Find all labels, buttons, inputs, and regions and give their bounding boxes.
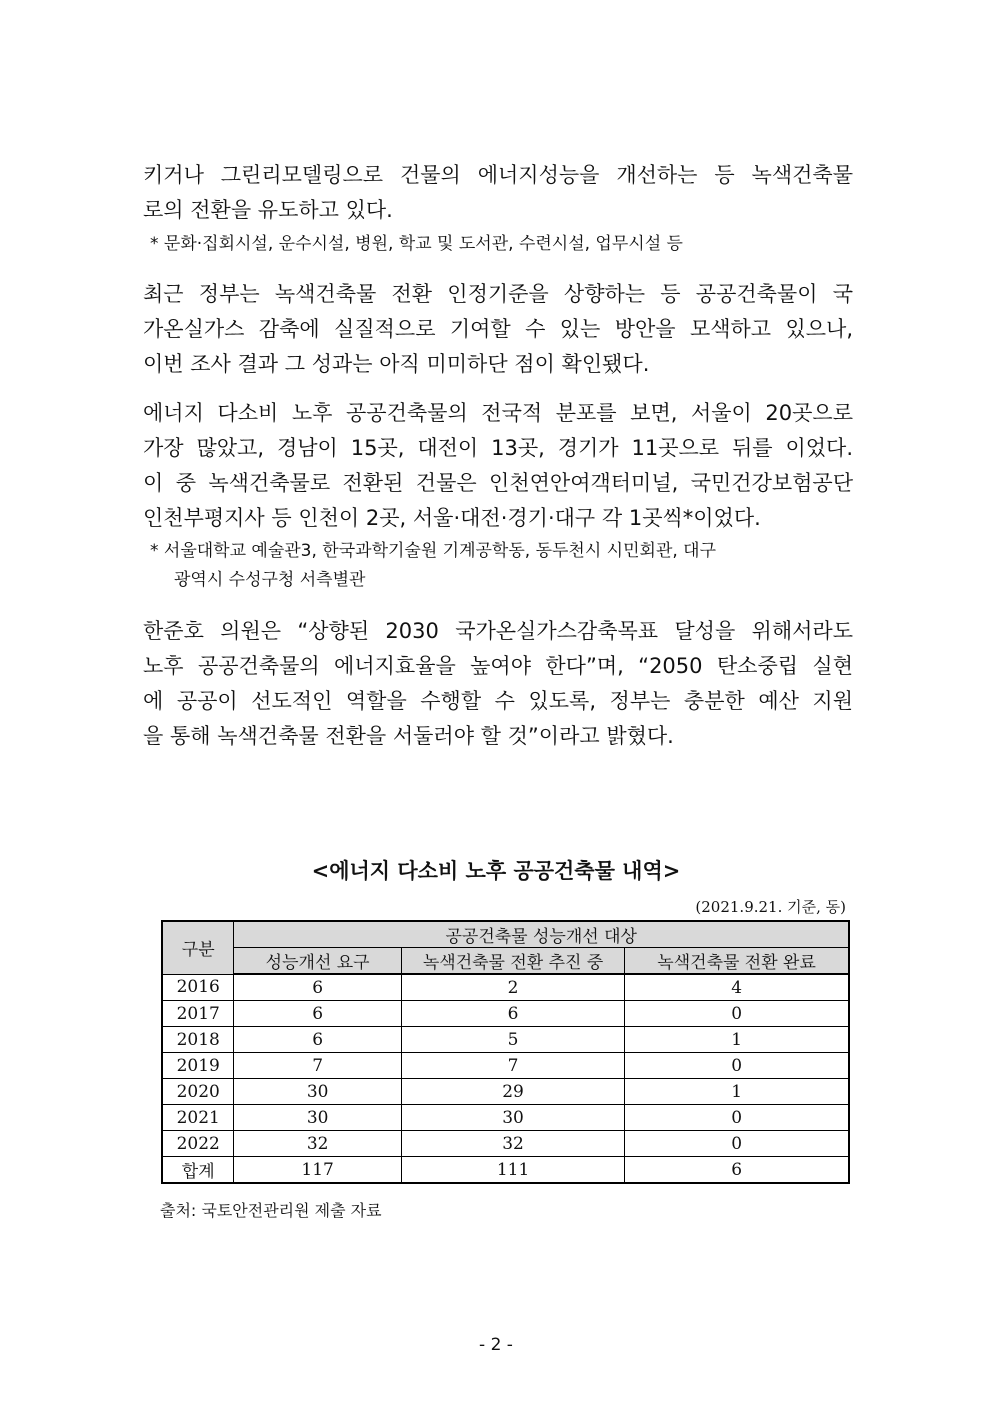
- table-cell: 29: [401, 1079, 624, 1105]
- paragraph-line: 로의 전환을 유도하고 있다.: [143, 198, 393, 222]
- header-col-in-progress: 녹색건축물 전환 추진 중: [401, 948, 624, 975]
- table-cell: 0: [625, 1053, 849, 1079]
- table-row: [162, 1053, 849, 1079]
- row-label: 2016: [162, 974, 234, 1001]
- footnote-line: * 서울대학교 예술관3, 한국과학기술원 기계공학동, 동두천시 시민회관, 대구: [150, 541, 717, 561]
- paragraph-line: 을 통해 녹색건축물 전환을 서둘러야 할 것”이라고 밝혔다.: [143, 724, 674, 748]
- table-cell: 6: [625, 1157, 849, 1184]
- table-cell: 2: [401, 974, 624, 1001]
- table-cell: 7: [234, 1053, 402, 1079]
- page-number: - 2 -: [479, 1335, 513, 1355]
- row-label: 2022: [162, 1131, 234, 1157]
- table-cell: 32: [234, 1131, 402, 1157]
- table-cell: 4: [625, 974, 849, 1001]
- header-col-required: 성능개선 요구: [234, 948, 402, 975]
- row-label: 2020: [162, 1079, 234, 1105]
- table-cell: 30: [234, 1105, 402, 1131]
- table-cell: 32: [401, 1131, 624, 1157]
- table-row: [162, 1131, 849, 1157]
- footnote-1: [150, 230, 855, 259]
- paragraph-4: [143, 614, 853, 754]
- paragraph-line: 노후 공공건축물의 에너지효율을 높여야 한다”며, “2050 탄소중립 실현: [143, 654, 853, 678]
- table-cell: 111: [401, 1157, 624, 1184]
- table-cell: 6: [234, 974, 402, 1001]
- footnote-line: 광역시 수성구청 서측별관: [174, 570, 366, 590]
- paragraph-1: [143, 158, 853, 228]
- paragraph-line: 가온실가스 감축에 실질적으로 기여할 수 있는 방안을 모색하고 있으나,: [143, 317, 853, 341]
- header-category: 구분: [162, 921, 234, 974]
- table-row: [162, 1027, 849, 1053]
- header-group: 공공건축물 성능개선 대상: [234, 921, 849, 948]
- table-cell: 0: [625, 1105, 849, 1131]
- paragraph-line: 이번 조사 결과 그 성과는 아직 미미하단 점이 확인됐다.: [143, 352, 650, 376]
- row-label: 합계: [162, 1157, 234, 1184]
- table-body: [162, 974, 849, 1183]
- row-label: 2021: [162, 1105, 234, 1131]
- table-cell: 0: [625, 1001, 849, 1027]
- table-row: [162, 1001, 849, 1027]
- table-cell: 30: [234, 1079, 402, 1105]
- table-cell: 6: [401, 1001, 624, 1027]
- table-row: [162, 1105, 849, 1131]
- table-row: [162, 974, 849, 1001]
- row-label: 2018: [162, 1027, 234, 1053]
- table-cell: 1: [625, 1079, 849, 1105]
- row-label: 2019: [162, 1053, 234, 1079]
- table-cell: 6: [234, 1001, 402, 1027]
- paragraph-2: [143, 277, 853, 382]
- paragraph-line: 에 공공이 선도적인 역할을 수행할 수 있도록, 정부는 충분한 예산 지원: [143, 689, 853, 713]
- table-cell: 5: [401, 1027, 624, 1053]
- paragraph-line: 가장 많았고, 경남이 15곳, 대전이 13곳, 경기가 11곳으로 뒤를 이었다.: [143, 436, 853, 460]
- paragraph-line: 이 중 녹색건축물로 전환된 건물은 인천연안여객터미널, 국민건강보험공단: [143, 471, 853, 495]
- table-title: <에너지 다소비 노후 공공건축물 내역>: [311, 858, 681, 883]
- table-source: 출처: 국토안전관리원 제출 자료: [160, 1201, 382, 1220]
- table-cell: 6: [234, 1027, 402, 1053]
- footnote-2: [150, 537, 855, 595]
- table-cell: 30: [401, 1105, 624, 1131]
- table-cell: 117: [234, 1157, 402, 1184]
- table-cell: 1: [625, 1027, 849, 1053]
- header-col-completed: 녹색건축물 전환 완료: [625, 948, 849, 975]
- paragraph-line: 키거나 그린리모델링으로 건물의 에너지성능을 개선하는 등 녹색건축물: [143, 163, 853, 187]
- table-row: [162, 1157, 849, 1184]
- paragraph-3: [143, 396, 853, 536]
- paragraph-line: 인천부평지사 등 인천이 2곳, 서울·대전·경기·대구 각 1곳씩*이었다.: [143, 506, 761, 530]
- table-cell: 7: [401, 1053, 624, 1079]
- paragraph-line: 에너지 다소비 노후 공공건축물의 전국적 분포를 보면, 서울이 20곳으로: [143, 401, 853, 425]
- table-row: [162, 1079, 849, 1105]
- row-label: 2017: [162, 1001, 234, 1027]
- table-date-note: (2021.9.21. 기준, 동): [695, 898, 846, 916]
- table-cell: 0: [625, 1131, 849, 1157]
- buildings-table: [161, 920, 850, 1184]
- footnote-text: * 문화·집회시설, 운수시설, 병원, 학교 및 도서관, 수련시설, 업무시설 등: [150, 234, 683, 254]
- paragraph-line: 최근 정부는 녹색건축물 전환 인정기준을 상향하는 등 공공건축물이 국: [143, 282, 853, 306]
- paragraph-line: 한준호 의원은 “상향된 2030 국가온실가스감축목표 달성을 위해서라도: [143, 619, 853, 643]
